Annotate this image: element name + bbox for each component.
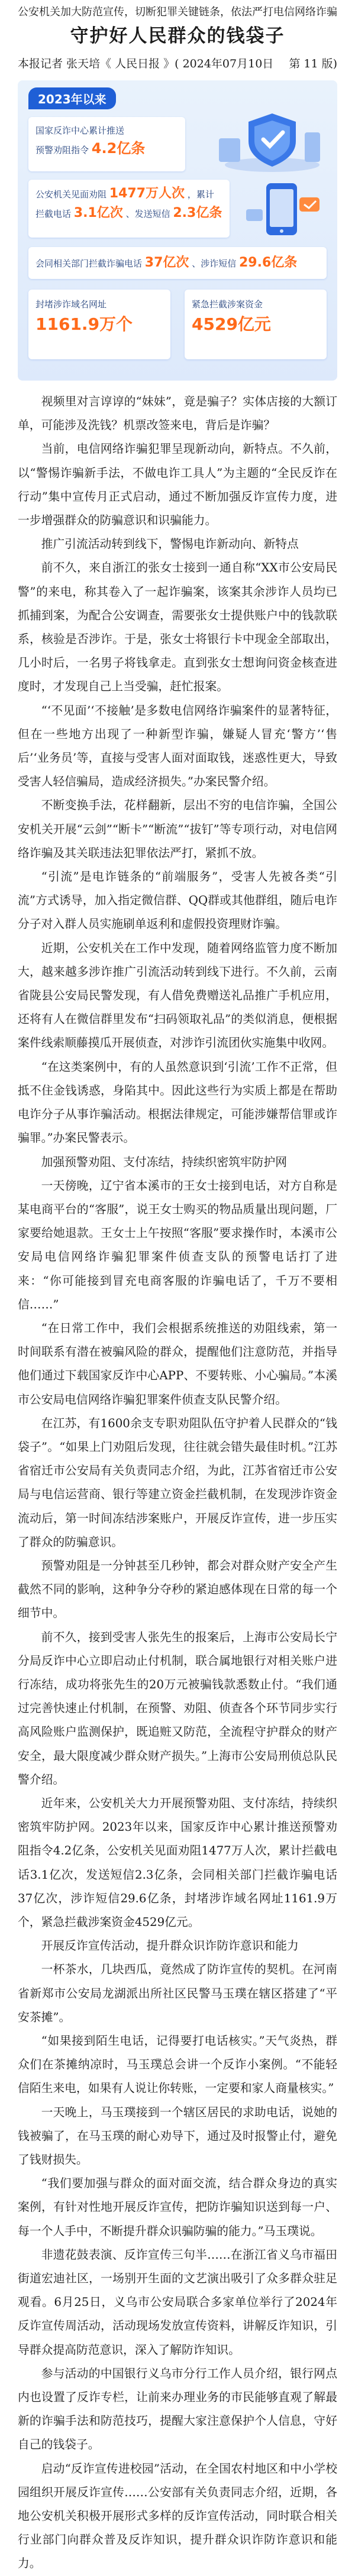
stat-value: 37亿次 bbox=[144, 255, 189, 270]
stat-label: 国家反诈中心累计推送 bbox=[36, 125, 125, 136]
stat-card-intercepted-calls bbox=[28, 247, 327, 279]
stat-value: 1161.9万个 bbox=[36, 314, 133, 334]
paragraph: “如果接到陌生电话，记得要打电话核实。”天气炎热，群众们在茶摊纳凉时，马玉璞总会讲一个反诈小案例。“不能轻信陌生来电，如果有人说让你转账，一定要和家人商量核实。” bbox=[18, 2034, 337, 2096]
stat-label: 紧急拦截涉案资金 bbox=[192, 299, 263, 310]
paragraph: 参与活动的中国银行义乌市分行工作人员介绍，银行网点内也设置了反诈专栏，让前来办理业务的市民能够直观了解最新的诈骗手法和防范技巧，提醒大家注意保护个人信息，守好自己的钱袋子。 bbox=[18, 2366, 337, 2452]
paragraph: “我们要加强与群众的面对面交流，结合群众身边的真实案例，有针对性地开展反诈宣传，把防诈骗知识送到每一户、每一个人手中，不断提升群众识骗防骗的能力。”马玉璞说。 bbox=[18, 2177, 337, 2238]
article-subhead: 公安机关加大防范宣传，切断犯罪关键链条，依法严打电信网络诈骗 bbox=[18, 6, 337, 18]
paragraph: 视频里对言谆谆的“妹妹”，竟是骗子？实体店接的大额订单，可能涉及洗钱？机票改签来电，背后是诈骗？ bbox=[18, 395, 337, 433]
stat-label: 封堵涉诈域名网址 bbox=[36, 299, 107, 310]
paragraph: 近期，公安机关在工作中发现，随着网络监管力度不断加大，越来越多涉诈推广引流活动转到线下进行。不久前，云南省陇县公安局民警发现，有人借免费赠送礼品推广手机应用，还将有人在微信群里发布“扫码领取礼品”的类似消息，便根据案件线索顺藤摸瓜开展侦查，对涉诈引流团伙实施集中收网。 bbox=[18, 941, 337, 1050]
paragraph: “在这类案例中，有的人虽然意识到‘引流’工作不正常，但抵不住金钱诱惑，身陷其中。因此这些行为实质上都是在帮助电诈分子从事诈骗活动。根据法律规定，可能涉嫌帮信罪或诈骗罪。”办案民警表示。 bbox=[18, 1060, 337, 1145]
stat-label: 、发送短信 bbox=[125, 209, 170, 219]
stat-label: ，累计 bbox=[187, 189, 214, 200]
stat-label: 、涉诈短信 bbox=[192, 258, 237, 269]
section-heading: 开展反诈宣传活动，提升群众识诈防诈意识和能力 bbox=[41, 1939, 299, 1953]
paragraph: 启动“反诈宣传进校园”活动，在全国农村地区和中小学校园组织开展反诈宣传……公安部有关负责同志介绍，近期，各地公安机关积极开展形式多样的反诈宣传活动，同时联合相关行业部门向群众普及反诈知识，提升群众识诈防诈意识和能力。 bbox=[18, 2461, 337, 2571]
paragraph: 一天傍晚，辽宁省本溪市的王女士接到电话，对方自称是某电商平台的“客服”，说王女士购买的物品质量出现问题，厂家要给她退款。王女士上午按照“客服”要求操作时，本溪市公安局电信网络诈骗犯罪案件侦查支队的预警电话打了进来：“你可能接到冒充电商客服的诈骗电话了，千万不要相信……” bbox=[18, 1178, 337, 1311]
paragraph: “‘不见面’‘不接触’是多数电信网络诈骗案件的显著特征，但在一些地方出现了一种新型诈骗，嫌疑人冒充‘警方’‘售后’‘业务员’等，直接与受害人面对面取钱，迷惑性更大，导致受害人轻信骗局，造成经济损失。”办案民警介绍。 bbox=[18, 703, 337, 789]
stat-value: 3.1亿次 bbox=[73, 206, 123, 220]
paragraph: “引流”是电诈链条的“前端服务”，受害人先被各类“引流”方式诱导，加入指定微信群、QQ群或其他群组，随后电诈分子对入群人员实施刷单返利和虚假投资理财诈骗。 bbox=[18, 870, 337, 931]
stat-value: 29.6亿条 bbox=[239, 255, 298, 270]
byline bbox=[18, 52, 337, 76]
paragraph: 在江苏，有1600余支专职劝阻队伍守护着人民群众的“钱袋子”。“如果上门劝阻后发现，往往就会错失最佳时机。”江苏省宿迁市公安局有关负责同志介绍，为此，江苏省宿迁市公安局与电信运营商、银行等建立资金拦截机制，在发现涉诈资金流动后，第一时间冻结涉案账户，开展反诈宣传，进一步压实了群众的防骗意识。 bbox=[18, 1416, 337, 1549]
article-body bbox=[18, 390, 337, 2576]
paragraph: 一天晚上，马玉璞接到一个辖区居民的求助电话，说她的钱被骗了，在马玉璞的耐心劝导下，通过及时报警止付，避免了钱财损失。 bbox=[18, 2105, 337, 2167]
year-badge: 2023年以来 bbox=[28, 87, 116, 109]
section-heading: 加强预警劝阻、支付冻结，持续织密筑牢防护网 bbox=[41, 1155, 288, 1169]
stat-value: 4529亿元 bbox=[192, 314, 271, 334]
paragraph: 前不久，来自浙江的张女士接到一通自称“XX市公安局民警”的来电，称其卷入了一起诈骗案，该案其余涉诈人员均已抓捕到案，为配合公安调查，需要张女士提供账户中的钱款联系，核验是否涉诈。于是，张女士将银行卡中现金全部取出，几小时后，一名男子将钱拿走。直到张女士想询问资金核查进度时，才发现自己上当受骗，赶忙报案。 bbox=[18, 561, 337, 694]
stat-value: 1477万人次 bbox=[109, 186, 185, 201]
stat-label: 拦截电话 bbox=[36, 209, 72, 219]
byline-author-source: 本报记者 张天培《 人民日报 》( 2024年07月10日 bbox=[18, 57, 274, 70]
stat-label: 会同相关部门拦截诈骗电话 bbox=[36, 258, 143, 269]
stat-value: 4.2亿条 bbox=[91, 140, 146, 157]
paragraph: 预警劝阻是一分钟甚至几秒钟，都会对群众财产安全产生截然不同的影响，这种争分夺秒的紧迫感体现在日常的每一个细节中。 bbox=[18, 1558, 337, 1620]
paragraph: 不断变换手法，花样翻新，层出不穷的电信诈骗，全国公安机关开展“云剑”“断卡”“断流”“拔钉”等专项行动，对电信网络诈骗及其关联违法犯罪依法严打，紧抓不放。 bbox=[18, 798, 337, 860]
paragraph: 当前，电信网络诈骗犯罪呈现新动向，新特点。不久前，以“警惕诈骗新手法，不做电诈工具人”为主题的“全民反诈在行动”集中宣传月正式启动，通过不断加强反诈宣传力度，进一步增强群众的防骗意识和识骗能力。 bbox=[18, 442, 337, 528]
stat-card-blocked-domains bbox=[28, 290, 170, 359]
article-title: 守护好人民群众的钱袋子 bbox=[70, 25, 285, 47]
byline-page: 第 11 版) bbox=[289, 57, 337, 70]
stat-card-warning-instructions bbox=[28, 117, 185, 171]
stat-value: 2.3亿条 bbox=[173, 206, 222, 220]
paragraph: 一杯茶水，几块西瓜，竟然成了防诈宣传的契机。在河南省新郑市公安局龙湖派出所社区民警马玉璞在辖区搭建了“平安茶摊”。 bbox=[18, 1963, 337, 2024]
paragraph: 近年来，公安机关大力开展预警劝阻、支付冻结，持续织密筑牢防护网。2023年以来，国家反诈中心累计推送预警劝阻指令4.2亿条，公安机关见面劝阻1477万人次，累计拦截电话3.1亿次，发送短信2.3亿条，会同相关部门拦截诈骗电话37亿次，涉诈短信29.6亿条，封堵涉诈域名网址1161.9万个，紧急拦截涉案资金4529亿元。 bbox=[18, 1796, 337, 1929]
phone-icon bbox=[243, 180, 325, 239]
stat-label: 公安机关见面劝阻 bbox=[36, 189, 107, 200]
statistics-infographic bbox=[18, 80, 337, 381]
stat-card-face-to-face-dissuasion bbox=[28, 180, 230, 238]
paragraph: 前不久，接到受害人张先生的报案后，上海市公安局长宁分局反诈中心立即启动止付机制，联合属地银行对相关账户进行冻结，成功将张先生的20万元被骗钱款悉数止付。“我们通过完善快速止付机制，在预警、劝阻、侦查各个环节同步实行高风险账户监测保护，既追赃又防范，全流程守护群众的财产安全，最大限度减少群众财产损失。”上海市公安局刑侦总队民警介绍。 bbox=[18, 1630, 337, 1786]
stat-card-intercepted-funds bbox=[185, 290, 327, 359]
shield-icon bbox=[207, 109, 325, 174]
paragraph: 非遗花鼓表演、反诈宣传三句半……在浙江省义乌市福田街道宏迪社区，一场别开生面的文艺演出吸引了众多群众驻足观看。6月25日，义乌市公安局联合多家单位举行了2024年反诈宣传周活动，活动现场发放宣传资料，讲解反诈知识，引导群众提高防范意识，深入了解防诈知识。 bbox=[18, 2247, 337, 2357]
paragraph: “在日常工作中，我们会根据系统推送的劝阻线索，第一时间联系有潜在被骗风险的群众，提醒他们注意防范，并指导他们通过下载国家反诈中心APP、不要转账、小心骗局。”本溪市公安局电信网络诈骗犯罪案件侦查支队民警介绍。 bbox=[18, 1321, 337, 1406]
section-heading: 推广引流活动转到线下，警惕电诈新动向、新特点 bbox=[41, 537, 299, 551]
stat-label: 预警劝阻指令 bbox=[36, 145, 89, 155]
